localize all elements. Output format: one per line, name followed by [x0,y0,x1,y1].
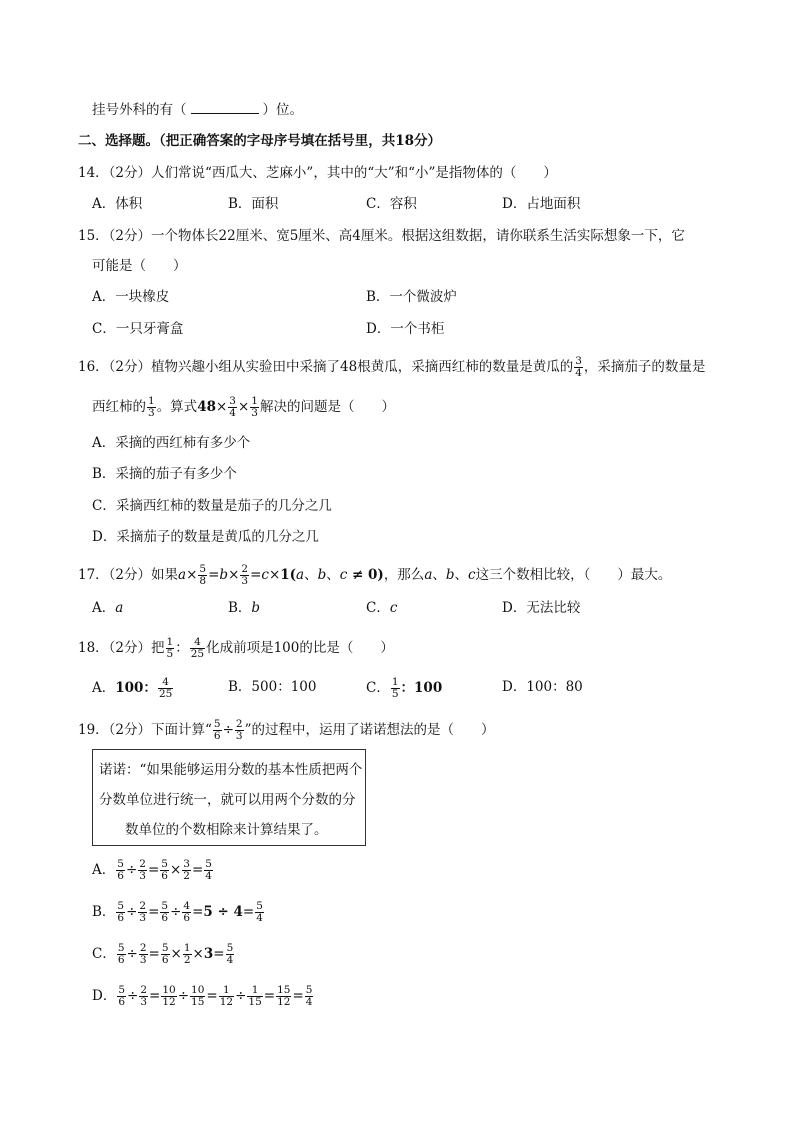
option-mid: 5 ÷ 4 [203,904,243,920]
frac-num: 5 [161,942,169,954]
top-line-suffix: ）位。 [262,102,303,118]
frac-num: 1 [391,676,399,688]
frac-num: 5 [256,900,263,912]
option-three: 3 [203,946,214,962]
frac-num: 2 [139,942,147,954]
frac-den: 4 [205,870,212,882]
option-label: C． [366,680,390,696]
equals-sign: = [292,988,304,1004]
equals-sign: = [148,904,160,920]
q18-suffix: 化成前项是100的比是（ ） [206,640,394,656]
fraction [116,859,125,882]
frac-den: 8 [199,575,207,587]
divide-sign: ÷ [177,988,190,1004]
fraction [219,985,234,1008]
frac-num: 5 [226,942,234,954]
fraction-1-5 [166,637,175,660]
option-label: A． [92,600,116,616]
q19-option-b[interactable] [92,901,265,924]
frac-den: 6 [161,954,169,966]
frac-den: 4 [256,912,263,924]
equals-sign: = [191,862,204,878]
divide-sign: ÷ [170,904,182,920]
option-value: ：100 [400,680,443,696]
frac-num: 4 [162,676,169,688]
fraction-4-25 [158,677,173,700]
frac-den: 3 [139,912,147,924]
option-label: A． [92,680,116,696]
fraction [161,985,176,1008]
frac-den: 3 [251,407,258,419]
q18-prefix: 18．（2分）把 [78,640,165,656]
q14-stem: 14．（2分）人们常说“西瓜大、芝麻小”，其中的“大”和“小”是指物体的（ ） [78,165,557,181]
fraction-3-4 [228,396,237,419]
q16-l2-prefix: 西红柿的 [92,399,146,415]
frac-den: 6 [213,730,221,742]
fraction [182,859,191,882]
q16-option-b[interactable]: B．采摘的茄子有多少个 [92,466,237,482]
fraction [116,901,125,924]
times-sign: × [186,567,198,583]
answer-blank[interactable] [191,100,259,114]
frac-den: 4 [305,996,313,1008]
times-sign: × [170,946,182,962]
q17-suffix: 这三个数相比较，（ ）最大。 [475,567,672,583]
frac-num: 1 [148,395,155,407]
q16-option-d[interactable]: D．采摘茄子的数量是黄瓜的几分之几 [92,529,319,545]
fraction [204,859,213,882]
separator: 、 [432,567,446,583]
divide-sign: ÷ [126,946,138,962]
var-b: b [445,567,455,583]
frac-den: 6 [118,996,126,1008]
ratio-sign: ： [175,640,189,656]
option-label: C． [366,600,390,616]
q19-option-c[interactable] [92,943,235,966]
option-label: A． [92,862,116,878]
q18-option-b[interactable]: B．500：100 [228,679,317,695]
option-value: c [389,600,398,616]
frac-den: 3 [139,870,146,882]
frac-den: 12 [219,996,234,1008]
frac-den: 3 [241,575,249,587]
frac-den: 6 [161,912,169,924]
fraction-1-5 [391,677,400,700]
q15-option-b[interactable]: B．一个微波炉 [366,289,457,305]
q15-option-c[interactable]: C．一只牙膏盒 [92,321,184,337]
times-sign: × [192,946,204,962]
q17-stem [78,564,671,587]
divide-sign: ÷ [127,988,139,1004]
quote-line-1: 诺诺：“如果能够运用分数的基本性质把两个 [99,762,363,778]
var-a: a [424,567,433,583]
q16-l2-suffix: 解决的问题是（ ） [259,399,395,415]
equals-sign: = [148,946,160,962]
var-b: b [219,567,229,583]
q15-option-d[interactable]: D．一个书柜 [366,321,445,337]
frac-num: 2 [140,984,148,996]
q18-option-c[interactable] [366,677,442,700]
frac-num: 10 [191,984,205,996]
q14-option-b[interactable]: B．面积 [228,196,279,212]
frac-num: 2 [241,563,249,575]
frac-den: 6 [117,912,125,924]
divide-sign: ÷ [126,904,138,920]
fraction-2-3 [235,719,244,742]
fraction-5-6 [213,719,222,742]
fraction [190,985,205,1008]
q16-l1-suffix: ，采摘茄子的数量是 [583,359,706,375]
q18-option-d[interactable]: D．100：80 [502,679,583,695]
times-sign: × [215,399,228,415]
q15-stem-line2: 可能是（ ） [92,258,187,274]
frac-den: 25 [190,648,205,660]
frac-num: 5 [205,858,212,870]
equals-sign: = [242,904,255,920]
frac-num: 2 [139,900,147,912]
quote-line-2: 分数单位进行统一，就可以用两个分数的分 [99,792,356,808]
frac-num: 15 [277,984,291,996]
fraction [247,985,262,1008]
nuonuo-quote-box [92,749,366,846]
fraction [255,901,264,924]
separator: 、 [304,567,318,583]
fraction-3-4 [574,356,583,379]
q16-l1-prefix: 16．（2分）植物兴趣小组从实验田中采摘了48根黄瓜，采摘西红柿的数量是黄瓜的 [78,359,574,375]
q14-option-c[interactable]: C．容积 [366,196,417,212]
times-sign: × [169,862,182,878]
frac-num: 1 [223,984,230,996]
fraction-5-8 [198,564,207,587]
fraction [117,943,126,966]
fraction [138,859,147,882]
frac-num: 3 [575,355,582,367]
q19-option-d[interactable] [92,985,314,1008]
times-sign: × [268,567,281,583]
frac-num: 5 [213,718,221,730]
frac-num: 5 [305,984,313,996]
frac-num: 5 [117,942,125,954]
q17-then: ，那么 [383,567,425,583]
frac-den: 12 [162,996,176,1008]
var-c: c [468,567,476,583]
equals-sign: = [208,567,220,583]
q14-option-a[interactable]: A．体积 [92,196,143,212]
fraction [117,985,126,1008]
option-value: 无法比较 [526,600,581,616]
fraction-1-3 [147,396,156,419]
fraction [160,859,169,882]
q19-stem [78,719,495,742]
option-label: C． [92,946,116,962]
fraction [160,901,169,924]
q19-option-a[interactable] [92,859,214,882]
frac-den: 3 [148,407,155,419]
separator: 、 [454,567,469,583]
option-value: 100： [115,680,157,696]
frac-num: 5 [199,563,207,575]
equals-sign: = [147,862,160,878]
fraction [161,943,170,966]
q17-option-a[interactable] [92,598,123,618]
frac-den: 15 [248,996,262,1008]
divide-sign: ÷ [222,722,234,738]
var-c: c [339,567,348,583]
option-value: b [251,600,261,616]
section-header: 二、选择题。（把正确答案的字母序号填在括号里，共18分） [78,133,442,149]
q15-stem-line1: 15．（2分）一个物体长22厘米、宽5厘米、高4厘米。根据这组数据，请你联系生活实际想象一下，它 [78,228,685,244]
option-label: B． [92,904,116,920]
q17-option-c[interactable] [366,598,397,618]
fraction [276,985,291,1008]
frac-num: 5 [118,984,126,996]
not-equal-zero: ≠ 0) [347,567,384,583]
frac-den: 6 [161,870,168,882]
var-a: a [178,567,187,583]
frac-den: 4 [229,407,236,419]
frac-den: 5 [391,688,399,700]
equals-sign: = [149,988,161,1004]
frac-num: 2 [139,858,146,870]
top-line [92,100,303,120]
equals-sign: = [263,988,276,1004]
q14-option-d[interactable]: D．占地面积 [502,196,581,212]
q19-prefix: 19．（2分）下面计算“ [78,722,212,738]
frac-den: 4 [575,367,582,379]
frac-num: 1 [251,984,259,996]
expr-48: 48 [197,399,216,415]
fraction [138,901,147,924]
fraction [139,943,148,966]
fraction [226,943,235,966]
quote-line-3: 数单位的个数相除来计算结果了。 [125,822,328,838]
option-value: a [115,600,124,616]
q16-l2-mid: 。算式 [156,399,198,415]
frac-num: 3 [183,858,190,870]
fraction-4-25 [190,637,205,660]
fraction [183,943,192,966]
frac-den: 2 [183,954,191,966]
frac-num: 5 [117,900,125,912]
q18-stem [78,637,394,660]
q18-option-a[interactable] [92,677,174,700]
frac-num: 10 [162,984,176,996]
top-line-prefix: 挂号外科的有（ [92,102,187,118]
frac-num: 3 [229,395,236,407]
frac-den: 5 [166,648,174,660]
frac-num: 2 [235,718,243,730]
q16-option-c[interactable]: C．采摘西红柿的数量是茄子的几分之几 [92,498,332,514]
option-label: B． [228,600,252,616]
frac-den: 6 [117,954,125,966]
equals-sign: = [192,904,204,920]
fraction-2-3 [240,564,249,587]
one-paren: 1( [280,567,297,583]
frac-den: 12 [277,996,291,1008]
divide-sign: ÷ [235,988,247,1004]
q16-stem-line1 [78,356,705,379]
q17-option-d[interactable] [502,598,580,618]
frac-den: 4 [226,954,234,966]
frac-num: 5 [161,900,169,912]
equals-sign: = [206,988,218,1004]
frac-den: 3 [235,730,243,742]
option-label: D． [502,600,527,616]
frac-num: 4 [194,636,201,648]
frac-num: 1 [251,395,258,407]
q19-suffix: ”的过程中，运用了诺诺想法的是（ ） [244,722,495,738]
q16-option-a[interactable]: A．采摘的西红柿有多少个 [92,435,251,451]
var-b: b [317,567,327,583]
q17-prefix: 17．（2分）如果 [78,567,179,583]
times-sign: × [237,399,250,415]
times-sign: × [228,567,240,583]
q15-option-a[interactable]: A．一块橡皮 [92,289,170,305]
option-label: D． [92,988,117,1004]
fraction [182,901,191,924]
equals-sign: = [250,567,262,583]
fraction-1-3 [250,396,259,419]
divide-sign: ÷ [125,862,138,878]
equals-sign: = [213,946,225,962]
frac-den: 6 [117,870,124,882]
frac-den: 6 [183,912,191,924]
frac-den: 2 [183,870,190,882]
q16-stem-line2 [92,396,395,419]
fraction [305,985,314,1008]
frac-den: 3 [140,996,148,1008]
frac-num: 1 [183,942,191,954]
fraction [139,985,148,1008]
frac-den: 15 [191,996,205,1008]
var-c: c [261,567,269,583]
frac-den: 25 [158,688,173,700]
separator: 、 [326,567,340,583]
frac-num: 4 [183,900,191,912]
frac-num: 1 [166,636,174,648]
frac-den: 3 [139,954,147,966]
var-a: a [296,567,305,583]
frac-num: 5 [117,858,124,870]
frac-num: 5 [161,858,168,870]
q17-option-b[interactable] [228,598,260,618]
